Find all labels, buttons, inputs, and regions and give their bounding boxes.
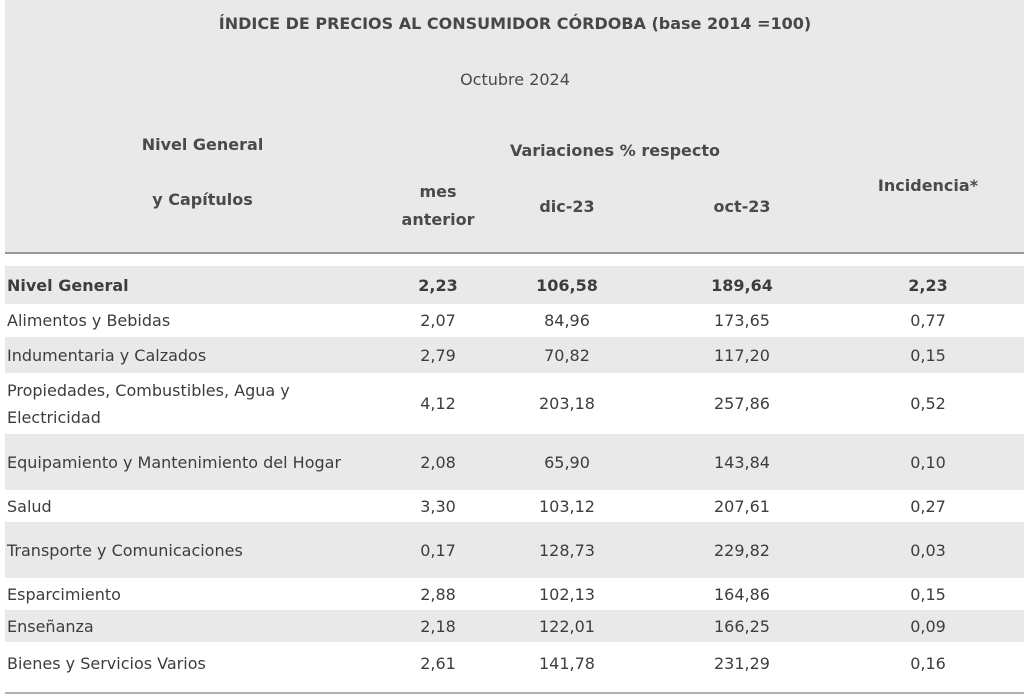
- table-row: [5, 578, 1024, 610]
- table-row: [5, 266, 1024, 304]
- row-inc: 0,27: [910, 496, 946, 516]
- header-capitulos: y Capítulos: [152, 190, 253, 209]
- row-oct: 231,29: [714, 653, 770, 673]
- row-oct: 117,20: [714, 345, 770, 365]
- table-title: ÍNDICE DE PRECIOS AL CONSUMIDOR CÓRDOBA (base 2014 =100): [218, 14, 812, 33]
- row-dic: 203,18: [539, 394, 595, 413]
- row-inc: 2,23: [908, 275, 948, 295]
- row-oct: 229,82: [714, 540, 770, 560]
- row-dic: 122,01: [539, 616, 595, 636]
- row-name: Enseñanza: [7, 616, 94, 636]
- row-name: Indumentaria y Calzados: [7, 345, 207, 365]
- row-mes: 2,61: [420, 653, 456, 673]
- row-oct: 207,61: [714, 496, 770, 516]
- row-name: Transporte y Comunicaciones: [7, 540, 243, 560]
- header-oct-23: oct-23: [713, 197, 771, 216]
- table-row: [5, 610, 1024, 642]
- row-inc: 0,15: [910, 584, 946, 604]
- row-name: Nivel General: [7, 275, 129, 295]
- row-dic: 102,13: [539, 584, 595, 604]
- row-name: Equipamiento y Mantenimiento del Hogar: [7, 452, 342, 472]
- row-inc: 0,09: [910, 616, 946, 636]
- row-name: Esparcimiento: [7, 584, 121, 604]
- header-divider: [5, 252, 1024, 254]
- header-dic-23: dic-23: [539, 197, 595, 216]
- table-row: [5, 373, 1024, 434]
- row-mes: 2,07: [420, 311, 456, 330]
- table-row: [5, 337, 1024, 373]
- row-mes: 2,08: [420, 452, 456, 472]
- header-anterior: anterior: [401, 210, 475, 229]
- table-row: [5, 304, 1024, 337]
- row-dic: 65,90: [544, 452, 590, 472]
- row-inc: 0,16: [910, 653, 946, 673]
- row-oct: 257,86: [714, 394, 770, 413]
- row-dic: 141,78: [539, 653, 595, 673]
- row-oct: 164,86: [714, 584, 770, 604]
- table-row: [5, 522, 1024, 578]
- row-mes: 4,12: [420, 394, 456, 413]
- table-row: [5, 642, 1024, 684]
- row-inc: 0,77: [910, 311, 946, 330]
- row-inc: 0,15: [910, 345, 946, 365]
- row-inc: 0,52: [910, 394, 946, 413]
- row-mes: 0,17: [420, 540, 456, 560]
- row-name: Bienes y Servicios Varios: [7, 653, 206, 673]
- row-dic: 103,12: [539, 496, 595, 516]
- row-mes: 2,88: [420, 584, 456, 604]
- row-inc: 0,03: [910, 540, 946, 560]
- row-mes: 2,79: [420, 345, 456, 365]
- row-name: Salud: [7, 496, 52, 516]
- row-mes: 2,23: [418, 275, 458, 295]
- row-dic: 106,58: [536, 275, 598, 295]
- table-period: Octubre 2024: [460, 70, 570, 89]
- row-oct: 166,25: [714, 616, 770, 636]
- row-oct: 143,84: [714, 452, 770, 472]
- row-dic: 70,82: [544, 345, 590, 365]
- row-oct: 173,65: [714, 311, 770, 330]
- row-dic: 128,73: [539, 540, 595, 560]
- header-mes: mes: [419, 182, 457, 201]
- table-bottom-border: [5, 692, 1024, 694]
- header-nivel-general: Nivel General: [141, 135, 264, 154]
- table-row: [5, 490, 1024, 522]
- row-mes: 2,18: [420, 616, 456, 636]
- row-mes: 3,30: [420, 496, 456, 516]
- header-variaciones: Variaciones % respecto: [509, 141, 721, 160]
- row-name: Alimentos y Bebidas: [7, 311, 171, 330]
- row-inc: 0,10: [910, 452, 946, 472]
- row-oct: 189,64: [711, 275, 773, 295]
- header-incidencia: Incidencia*: [877, 176, 979, 195]
- table-row: [5, 434, 1024, 490]
- row-dic: 84,96: [544, 311, 590, 330]
- row-name: Propiedades, Combustibles, Agua y Electricidad: [7, 380, 290, 427]
